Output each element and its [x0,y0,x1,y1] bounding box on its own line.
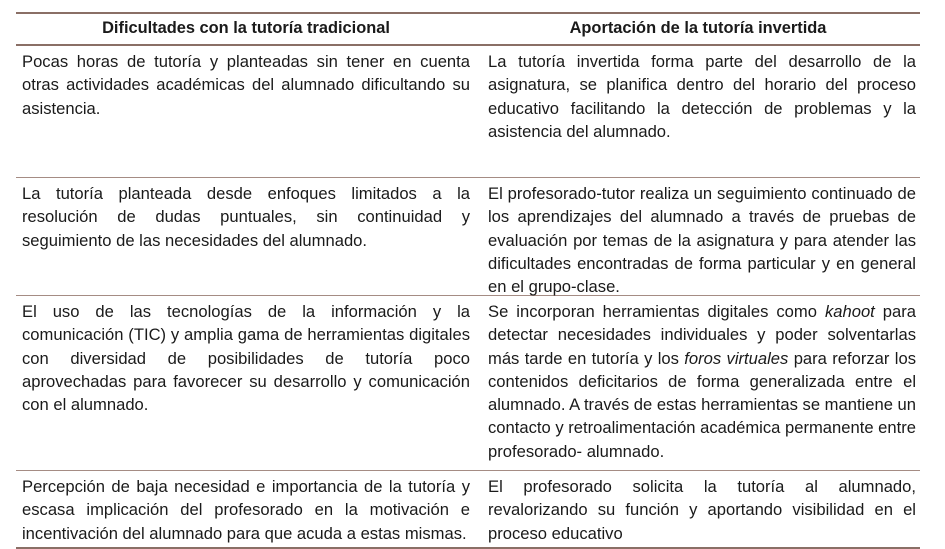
table-header-row [16,14,920,46]
table-row [16,471,920,549]
text-segment: Se incorporan herramientas digitales como [488,302,825,321]
kahoot-term: kahoot [824,302,875,321]
table-row [16,46,920,178]
header-traditional-tutoring: Dificultades con la tutoría tradicional [102,19,390,38]
table-cell-contribution: La tutoría invertida forma parte del desarrollo de la asignatura, se planifica dentro del horario del proceso educativo facilitando la detección de problemas y la asistencia del alumnado. [488,52,916,141]
table-row [16,178,920,296]
table-cell-contribution [476,296,920,470]
table-row [16,296,920,471]
table-cell-difficulty: El uso de las tecnologías de la información y la comunicación (TIC) y amplia gama de herramientas digitales con diversidad de posibilidades de tutoría poco aprovechadas para favorecer su desarrollo y comunicación con el alumnado. [22,302,470,415]
table-cell-contribution: El profesorado-tutor realiza un seguimiento continuado de los aprendizajes del alumnado a través de pruebas de evaluación por temas de la asignatura y para atender las dificultades encontradas de forma particular y en general en el grupo-clase. [488,184,916,297]
text-segment: para reforzar los contenidos deficitarios de forma generalizada entre el alumnado. A través de estas herramientas se mantiene un contacto y retroalimentación académica permanente entre profesorado- alumnado. [488,348,917,461]
table-cell-difficulty: La tutoría planteada desde enfoques limitados a la resolución de dudas puntuales, sin continuidad y seguimiento de las necesidades del alumnado. [22,184,470,250]
table-cell-difficulty: Pocas horas de tutoría y planteadas sin tener en cuenta otras actividades académicas del alumnado dificultando su asistencia. [22,52,470,118]
foros-virtuales-term: foros virtuales [684,348,789,368]
header-flipped-tutoring: Aportación de la tutoría invertida [569,19,827,38]
table-cell-contribution: El profesorado solicita la tutoría al alumnado, revalorizando su función y aportando visibilidad en el proceso educativo [488,477,916,543]
comparison-table [16,12,920,549]
text-segment: para detectar necesidades individuales y poder solventarlas más tarde en tutoría y los [488,302,916,368]
table-cell-difficulty: Percepción de baja necesidad e importancia de la tutoría y escasa implicación del profesorado en la motivación e incentivación del alumnado para que acuda a estas mismas. [22,477,470,543]
